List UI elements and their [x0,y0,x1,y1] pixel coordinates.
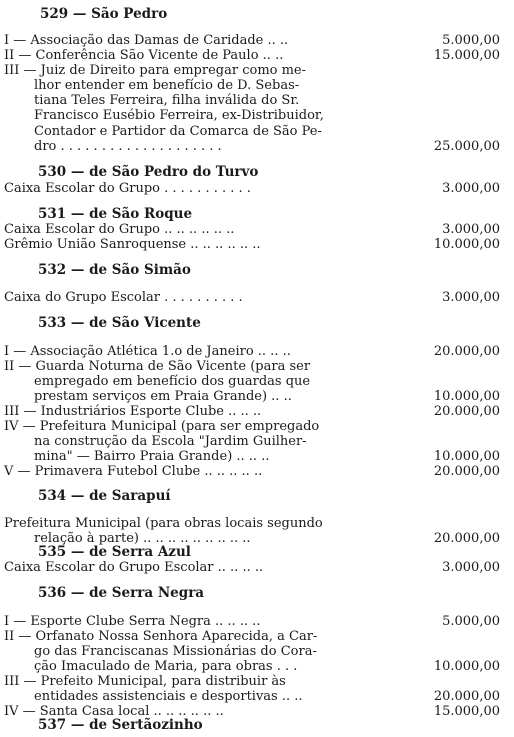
entry-line: I — Associação Atlética 1.o de Janeiro .. .. .. [4,344,291,359]
entry-amount: 10.000,00 [433,449,500,464]
entry-line: III — Industriários Esporte Clube .. .. .. [4,404,262,419]
entry-amount: 20.000,00 [433,464,500,479]
entry-line: entidades assistenciais e desportivas .. .. [34,689,303,704]
entry-line: Caixa Escolar do Grupo .. .. .. .. .. .. [4,222,235,237]
section-heading: 529 — São Pedro [40,6,168,22]
entry-line: Caixa Escolar do Grupo Escolar .. .. .. .. [4,560,264,575]
entry-amount: 10.000,00 [433,659,500,674]
entry-line: mina" — Bairro Praia Grande) .. .. .. [34,449,270,464]
entry-line: Grêmio União Sanroquense .. .. .. .. .. .. [4,237,261,252]
entry-line: II — Orfanato Nossa Senhora Aparecida, a Car- [4,629,318,644]
entry-amount: 10.000,00 [433,389,500,404]
section-heading: 531 — de São Roque [38,206,193,222]
entry-line: dro . . . . . . . . . . . . . . . . . . . . [34,139,222,154]
section-heading: 533 — de São Vicente [38,315,201,331]
entry-line: Prefeitura Municipal (para obras locais segundo [4,516,323,531]
entry-line: I — Associação das Damas de Caridade .. .. [4,33,289,48]
section-heading: 536 — de Serra Negra [38,585,205,601]
entry-line: III — Juiz de Direito para empregar como me- [4,63,307,78]
entry-line: IV — Prefeitura Municipal (para ser empregado [4,419,320,434]
section-heading: 532 — de São Simão [38,262,191,278]
entry-amount: 10.000,00 [433,237,500,252]
entry-line: go das Franciscanas Missionárias do Cora- [34,644,317,659]
entry-amount: 20.000,00 [433,689,500,704]
entry-line: II — Guarda Noturna de São Vicente (para ser [4,359,311,374]
entry-line: lhor entender em benefício de D. Sebas- [34,78,300,93]
entry-line: I — Esporte Clube Serra Negra .. .. .. .. [4,614,261,629]
entry-line: Contador e Partidor da Comarca de São Pe- [34,124,322,139]
entry-line: V — Primavera Futebol Clube .. .. .. .. .. [4,464,263,479]
entry-amount: 3.000,00 [442,290,500,305]
entry-line: IV — Santa Casa local .. .. .. .. .. .. [4,704,224,719]
entry-line: III — Prefeito Municipal, para distribuir às [4,674,286,689]
entry-amount: 3.000,00 [442,222,500,237]
entry-amount: 15.000,00 [433,48,500,63]
entry-line: II — Conferência São Vicente de Paulo .. .. [4,48,284,63]
entry-line: na construção da Escola "Jardim Guilher- [34,434,307,449]
section-heading: 535 — de Serra Azul [38,544,191,560]
entry-amount: 5.000,00 [442,33,500,48]
entry-line: empregado em benefício dos guardas que [34,374,311,389]
entry-amount: 5.000,00 [442,614,500,629]
entry-amount: 3.000,00 [442,560,500,575]
entry-amount: 20.000,00 [433,344,500,359]
entry-amount: 20.000,00 [433,531,500,546]
section-heading: 537 — de Sertãozinho [38,717,203,733]
entry-amount: 3.000,00 [442,181,500,196]
entry-line: Caixa do Grupo Escolar . . . . . . . . . . [4,290,243,305]
section-heading: 534 — de Sarapuí [38,488,171,504]
entry-line: ção Imaculado de Maria, para obras . . . [34,659,298,674]
entry-line: prestam serviços em Praia Grande) .. .. [34,389,292,404]
entry-amount: 20.000,00 [433,404,500,419]
entry-line: relação à parte) .. .. .. .. .. .. .. .. .. [34,531,251,546]
entry-amount: 25.000,00 [433,139,500,154]
entry-line: tiana Teles Ferreira, filha inválida do Sr. [34,93,300,108]
entry-amount: 15.000,00 [433,704,500,719]
section-heading: 530 — de São Pedro do Turvo [38,164,259,180]
entry-line: Caixa Escolar do Grupo . . . . . . . . . . . [4,181,251,196]
entry-line: Francisco Eusébio Ferreira, ex-Distribuidor, [34,108,324,123]
